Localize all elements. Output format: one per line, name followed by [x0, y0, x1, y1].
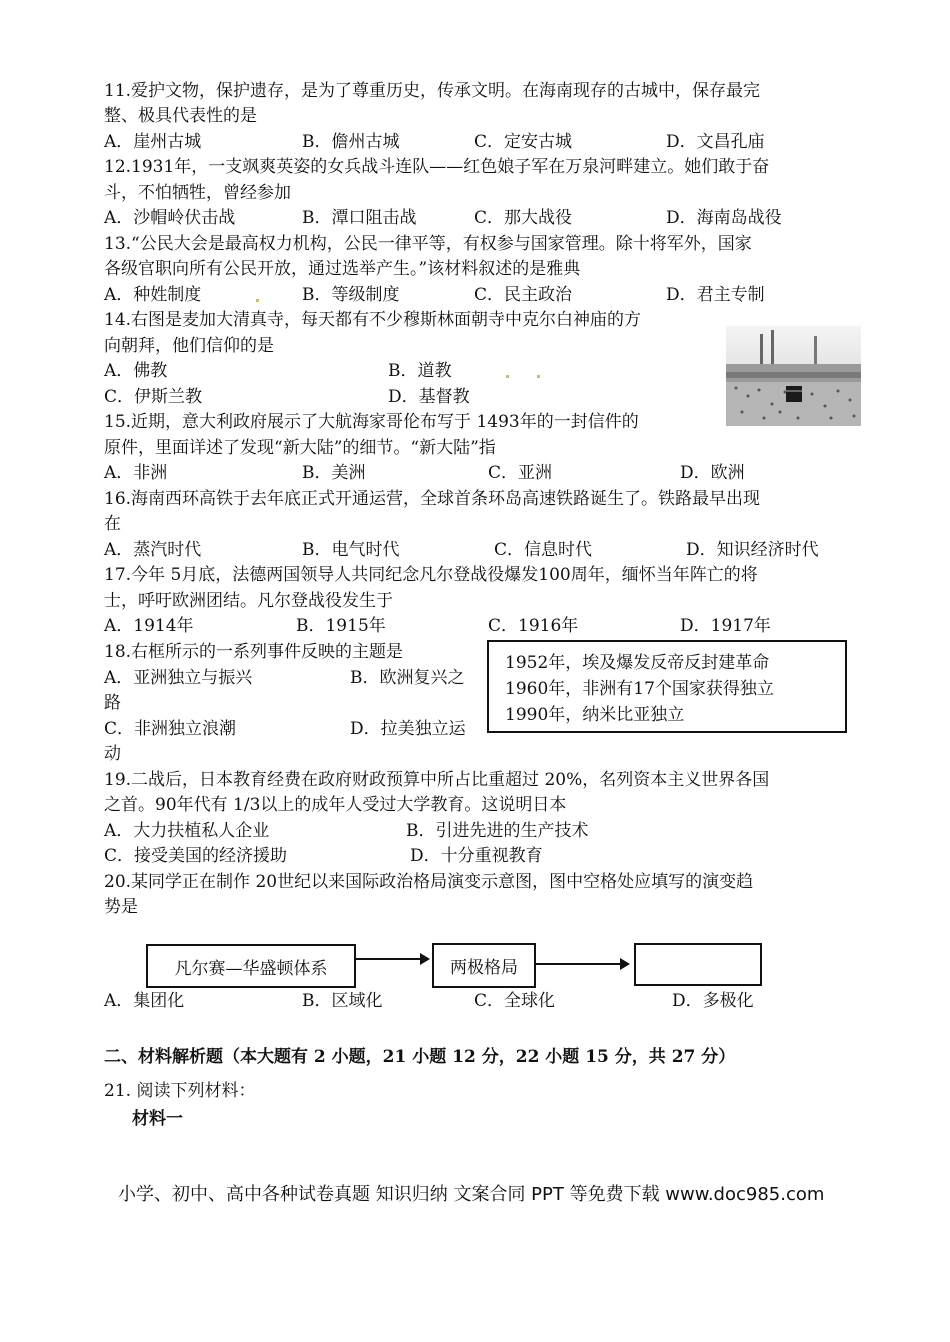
q14-option-b: B．道教 [388, 361, 452, 381]
q15-stem-line1: 15.近期，意大利政府展示了大航海家哥伦布写于 1493年的一封信件的 [104, 412, 639, 432]
q20-option-c: C．全球化 [474, 991, 556, 1011]
q18-event-3: 1990年，纳米比亚独立 [505, 705, 685, 725]
stray-dot [256, 299, 259, 302]
mecca-mosque-photo [726, 326, 861, 426]
q18-option-b-wrap: 路 [104, 693, 121, 713]
q14-stem-line1: 14.右图是麦加大清真寺，每天都有不少穆斯林面朝寺中克尔白神庙的方 [104, 310, 642, 330]
q18-option-d-wrap: 动 [104, 744, 121, 764]
q12-option-c: C．那大战役 [474, 208, 573, 228]
q18-stem: 18.右框所示的一系列事件反映的主题是 [104, 642, 404, 662]
q13-option-a: A．种姓制度 [104, 285, 202, 305]
q17-option-c: C．1916年 [488, 616, 579, 636]
q18-option-d: D．拉美独立运 [350, 719, 466, 739]
q13-option-d: D．君主专制 [666, 285, 765, 305]
q11-option-d: D．文昌孔庙 [666, 132, 765, 152]
q11-stem-line1: 11.爱护文物，保护遗存，是为了尊重历史，传承文明。在海南现存的古城中，保存最完 [104, 81, 761, 101]
q11-option-c: C．定安古城 [474, 132, 573, 152]
q20-diagram-box-blank [634, 943, 762, 986]
material-1-label: 材料一 [132, 1109, 183, 1129]
q17-option-a: A．1914年 [104, 616, 194, 636]
q15-option-d: D．欧洲 [680, 463, 745, 483]
q20-arrow-1 [356, 958, 428, 960]
q13-option-c: C．民主政治 [474, 285, 573, 305]
q18-option-b: B．欧洲复兴之 [350, 668, 465, 688]
q11-option-b: B．儋州古城 [302, 132, 400, 152]
q15-option-c: C．亚洲 [488, 463, 553, 483]
q13-stem-line1: 13.“公民大会是最高权力机构，公民一律平等，有权参与国家管理。除十将军外，国家 [104, 234, 752, 254]
q19-option-a: A．大力扶植私人企业 [104, 821, 270, 841]
q20-option-a: A．集团化 [104, 991, 185, 1011]
q14-stem-line2: 向朝拜，他们信仰的是 [104, 336, 274, 356]
q13-stem-line2: 各级官职向所有公民开放，通过选举产生。”该材料叙述的是雅典 [104, 259, 581, 279]
q20-diagram-box-1: 凡尔赛—华盛顿体系 [146, 944, 356, 988]
q20-option-d: D．多极化 [672, 991, 754, 1011]
q15-stem-line2: 原件，里面详述了发现“新大陆”的细节。“新大陆”指 [104, 438, 496, 458]
q14-option-c: C．伊斯兰教 [104, 387, 203, 407]
q12-stem-line1: 12.1931年，一支飒爽英姿的女兵战斗连队——红色娘子军在万泉河畔建立。她们敢于奋 [104, 157, 770, 177]
q19-stem-line2: 之首。90年代有 1/3以上的成年人受过大学教育。这说明日本 [104, 795, 567, 815]
q21-intro: 21. 阅读下列材料： [104, 1081, 256, 1101]
q14-option-a: A．佛教 [104, 361, 168, 381]
q16-option-b: B．电气时代 [302, 540, 400, 560]
q15-option-b: B．美洲 [302, 463, 366, 483]
q15-option-a: A．非洲 [104, 463, 168, 483]
stray-dot [537, 375, 540, 378]
q12-option-d: D．海南岛战役 [666, 208, 782, 228]
q17-option-d: D．1917年 [680, 616, 771, 636]
footer-banner: 小学、初中、高中各种试卷真题 知识归纳 文案合同 PPT 等免费下载 www.doc985.com [118, 1184, 825, 1205]
q20-stem-line2: 势是 [104, 897, 138, 917]
q11-option-a: A．崖州古城 [104, 132, 202, 152]
q20-option-b: B．区域化 [302, 991, 383, 1011]
q16-option-a: A．蒸汽时代 [104, 540, 202, 560]
q19-option-b: B．引进先进的生产技术 [406, 821, 589, 841]
q12-stem-line2: 斗，不怕牺牲，曾经参加 [104, 183, 291, 203]
q19-option-c: C．接受美国的经济援助 [104, 846, 288, 866]
q17-stem-line1: 17.今年 5月底，法德两国领导人共同纪念凡尔登战役爆发100周年，缅怀当年阵亡的将 [104, 565, 758, 585]
q13-option-b: B．等级制度 [302, 285, 400, 305]
q18-event-2: 1960年，非洲有17个国家获得独立 [505, 679, 774, 699]
q11-stem-line2: 整、极具代表性的是 [104, 106, 257, 126]
q17-option-b: B．1915年 [296, 616, 386, 636]
q16-stem-line1: 16.海南西环高铁于去年底正式开通运营，全球首条环岛高速铁路诞生了。铁路最早出现 [104, 489, 761, 509]
q16-option-c: C．信息时代 [494, 540, 593, 560]
q16-option-d: D．知识经济时代 [686, 540, 819, 560]
q20-arrow-2 [536, 963, 628, 965]
q14-option-d: D．基督教 [388, 387, 470, 407]
q17-stem-line2: 士，呼吁欧洲团结。凡尔登战役发生于 [104, 591, 393, 611]
q12-option-a: A．沙帽岭伏击战 [104, 208, 236, 228]
q18-option-a: A．亚洲独立与振兴 [104, 668, 253, 688]
q19-option-d: D．十分重视教育 [410, 846, 543, 866]
q12-option-b: B．潭口阻击战 [302, 208, 417, 228]
q18-events-box [487, 640, 847, 733]
section2-title: 二、材料解析题（本大题有 2 小题，21 小题 12 分，22 小题 15 分，共 27 分） [104, 1047, 736, 1067]
q16-stem-line2: 在 [104, 514, 121, 534]
q20-diagram-box-2: 两极格局 [432, 943, 536, 988]
q19-stem-line1: 19.二战后，日本教育经费在政府财政预算中所占比重超过 20%，名列资本主义世界各国 [104, 770, 770, 790]
q18-event-1: 1952年，埃及爆发反帝反封建革命 [505, 653, 770, 673]
q18-option-c: C．非洲独立浪潮 [104, 719, 237, 739]
q20-stem-line1: 20.某同学正在制作 20世纪以来国际政治格局演变示意图，图中空格处应填写的演变趋 [104, 872, 754, 892]
stray-dot [506, 375, 509, 378]
